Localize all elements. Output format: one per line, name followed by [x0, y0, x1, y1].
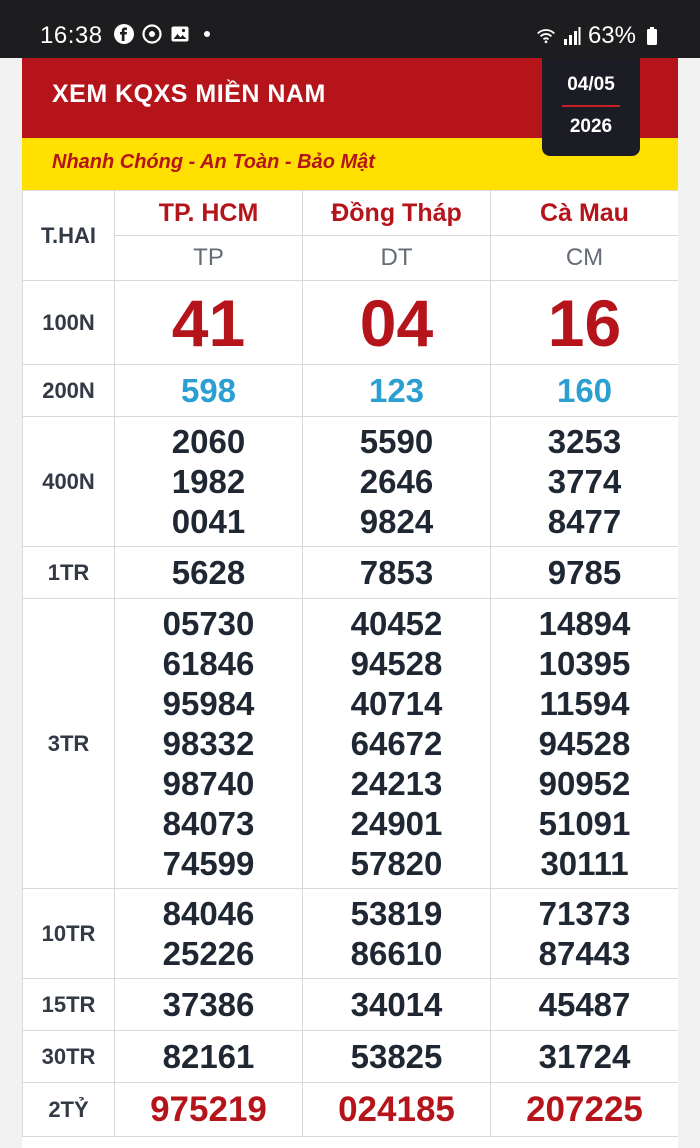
result-cell: [491, 365, 679, 417]
day-label: T.HAI: [23, 191, 115, 281]
result-cell: [491, 417, 679, 547]
prize-label: 2TỶ: [23, 1083, 115, 1137]
province-code: CM: [491, 236, 679, 281]
page-title: XEM KQXS MIỀN NAM: [52, 80, 326, 108]
notification-dot: [204, 31, 210, 37]
result-cell: [303, 281, 491, 365]
result-number: 31724: [538, 1037, 631, 1075]
prize-label: 30TR: [23, 1031, 115, 1083]
result-number: 0041: [171, 502, 246, 540]
prize-row-100n: [23, 281, 679, 365]
result-number: 8477: [547, 502, 622, 540]
result-number: 74599: [162, 844, 255, 882]
date-badge[interactable]: [542, 58, 640, 156]
result-number: 2646: [359, 462, 434, 500]
result-number: 05730: [162, 604, 255, 642]
result-cell: [115, 547, 303, 599]
results-table: [22, 190, 678, 1137]
prize-row-200n: [23, 365, 679, 417]
result-number: 86610: [350, 934, 443, 972]
result-number: 98740: [162, 764, 255, 802]
result-cell: [303, 1083, 491, 1137]
result-number: 16: [547, 285, 622, 360]
prize-label: 400N: [23, 417, 115, 547]
prize-label: 200N: [23, 365, 115, 417]
prize-label: 1TR: [23, 547, 115, 599]
facebook-icon: [114, 24, 134, 44]
result-number: 61846: [162, 644, 255, 682]
results-card: [22, 58, 678, 1148]
result-number: 98332: [162, 724, 255, 762]
result-number: 71373: [538, 894, 631, 932]
province-name-row: [23, 191, 679, 236]
result-cell: [115, 1031, 303, 1083]
result-number: 3774: [547, 462, 622, 500]
result-cell: [303, 547, 491, 599]
result-cell: [115, 599, 303, 889]
result-number: 84073: [162, 804, 255, 842]
result-cell: [491, 547, 679, 599]
province-code-row: [23, 236, 679, 281]
result-number: 9785: [547, 553, 622, 591]
result-cell: [491, 281, 679, 365]
prize-row-400n: [23, 417, 679, 547]
result-cell: [303, 365, 491, 417]
result-cell: [491, 889, 679, 979]
province-code: TP: [115, 236, 303, 281]
prize-row-10tr: [23, 889, 679, 979]
result-number: 30111: [540, 844, 629, 882]
status-bar: [0, 0, 700, 58]
prize-row-3tr: [23, 599, 679, 889]
result-cell: [303, 417, 491, 547]
result-number: 94528: [350, 644, 443, 682]
result-cell: [115, 365, 303, 417]
result-number: 40452: [350, 604, 443, 642]
prize-label: 10TR: [23, 889, 115, 979]
result-cell: [303, 599, 491, 889]
province-name[interactable]: TP. HCM: [115, 191, 303, 236]
result-number: 53825: [350, 1037, 443, 1075]
result-number: 04: [359, 285, 434, 360]
province-name[interactable]: Đồng Tháp: [303, 191, 491, 236]
prize-row-2ty: [23, 1083, 679, 1137]
result-number: 84046: [162, 894, 255, 932]
jackpot-number: 975219: [150, 1089, 267, 1129]
result-cell: [115, 1083, 303, 1137]
result-cell: [115, 417, 303, 547]
result-number: 37386: [162, 985, 255, 1023]
result-number: 598: [180, 371, 237, 409]
result-cell: [303, 889, 491, 979]
slogan-text: Nhanh Chóng - An Toàn - Bảo Mật: [52, 151, 375, 173]
result-number: 11594: [539, 684, 630, 722]
result-number: 53819: [350, 894, 443, 932]
result-number: 51091: [538, 804, 631, 842]
prize-label: 15TR: [23, 979, 115, 1031]
result-cell: [115, 979, 303, 1031]
date-day: 04/05: [567, 74, 615, 95]
result-number: 41: [171, 285, 246, 360]
province-code: DT: [303, 236, 491, 281]
prize-row-15tr: [23, 979, 679, 1031]
result-number: 24213: [350, 764, 443, 802]
result-number: 160: [556, 371, 613, 409]
result-cell: [491, 599, 679, 889]
result-number: 9824: [359, 502, 434, 540]
result-number: 1982: [171, 462, 246, 500]
battery-icon: [642, 26, 662, 46]
jackpot-number: 207225: [526, 1089, 643, 1129]
result-number: 45487: [538, 985, 631, 1023]
result-number: 90952: [538, 764, 631, 802]
result-number: 40714: [350, 684, 443, 722]
result-cell: [115, 281, 303, 365]
result-number: 25226: [162, 934, 255, 972]
date-divider: [562, 105, 620, 107]
system-indicators: [536, 22, 662, 50]
messenger-icon: [142, 24, 162, 44]
result-cell: [115, 889, 303, 979]
result-number: 10395: [538, 644, 631, 682]
result-number: 57820: [350, 844, 443, 882]
result-number: 64672: [350, 724, 443, 762]
prize-row-30tr: [23, 1031, 679, 1083]
prize-label: 3TR: [23, 599, 115, 889]
result-number: 5628: [171, 553, 246, 591]
result-number: 14894: [538, 604, 631, 642]
prize-row-1tr: [23, 547, 679, 599]
status-time: 16:38: [40, 22, 103, 49]
result-cell: [303, 1031, 491, 1083]
result-cell: [491, 1031, 679, 1083]
notification-icons: [114, 24, 210, 44]
result-cell: [491, 1083, 679, 1137]
result-number: 5590: [359, 422, 434, 460]
result-number: 87443: [538, 934, 631, 972]
result-number: 7853: [359, 553, 434, 591]
result-number: 3253: [547, 422, 622, 460]
result-number: 34014: [350, 985, 443, 1023]
jackpot-number: 024185: [338, 1089, 455, 1129]
result-number: 82161: [162, 1037, 255, 1075]
result-number: 94528: [538, 724, 631, 762]
result-cell: [303, 979, 491, 1031]
province-name[interactable]: Cà Mau: [491, 191, 679, 236]
result-cell: [491, 979, 679, 1031]
result-number: 2060: [171, 422, 246, 460]
result-number: 123: [368, 371, 425, 409]
date-year: 2026: [569, 116, 613, 137]
result-number: 95984: [162, 684, 255, 722]
battery-percent: 63%: [587, 22, 636, 49]
prize-label: 100N: [23, 281, 115, 365]
result-number: 24901: [350, 804, 443, 842]
gallery-icon: [170, 24, 190, 44]
wifi-icon: [536, 26, 556, 46]
signal-icon: [562, 26, 582, 46]
